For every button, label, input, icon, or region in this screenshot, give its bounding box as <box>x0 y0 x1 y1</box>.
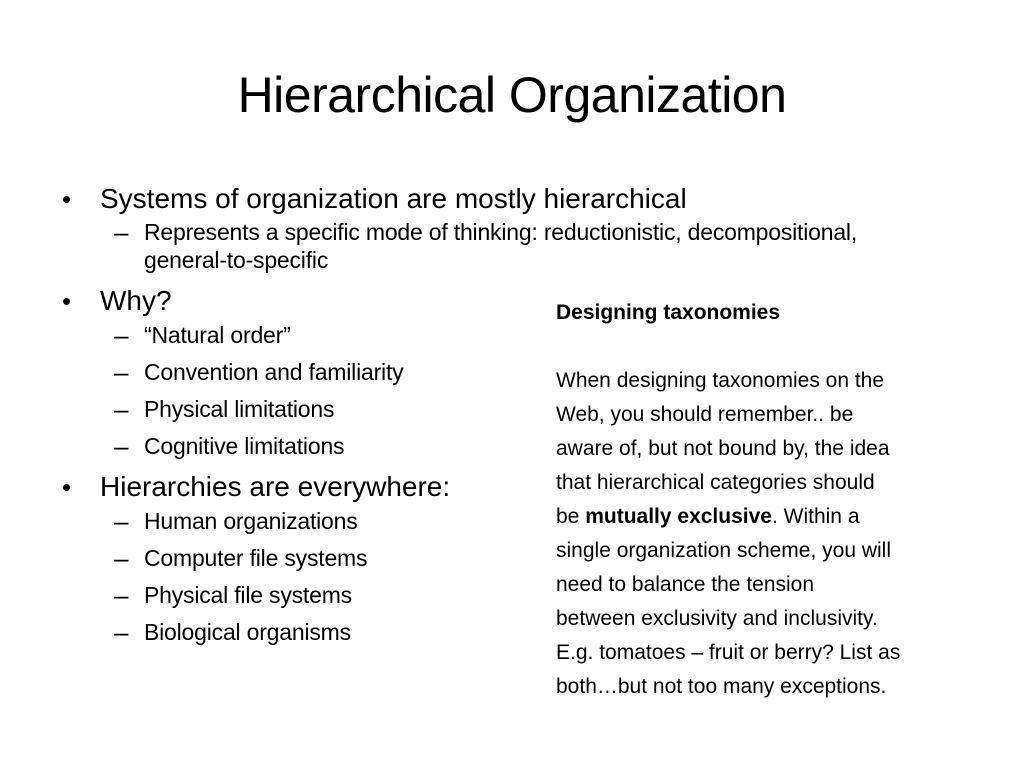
bullet-glyph: • <box>62 286 72 316</box>
dash-glyph: – <box>114 506 129 536</box>
note-line <box>556 500 996 534</box>
bullet-text: Systems of organization are mostly hierarchical <box>100 183 687 214</box>
sub-bullet-text: “Natural order” <box>144 322 291 348</box>
note-line: When designing taxonomies on the <box>556 369 885 392</box>
note-emphasis: mutually exclusive <box>585 505 772 528</box>
sub-bullet-text: Human organizations <box>144 508 358 534</box>
dash-glyph: – <box>114 320 129 350</box>
bullet-glyph: • <box>62 184 72 214</box>
sub-bullet-text: Cognitive limitations <box>144 433 345 459</box>
sidebar-note-body <box>556 364 996 704</box>
note-line: that hierarchical categories should <box>556 471 875 494</box>
note-emph-prefix: be <box>556 505 586 528</box>
sub-bullet-item <box>100 218 864 274</box>
sub-bullet-text: Represents a specific mode of thinking: reductionistic, decompositional, general-to-specific <box>144 219 858 273</box>
note-line: need to balance the tension <box>556 573 815 596</box>
bullet-glyph: • <box>62 472 72 502</box>
dash-glyph: – <box>114 543 129 573</box>
sub-bullet-text: Convention and familiarity <box>144 359 404 385</box>
sidebar-note-heading: Designing taxonomies <box>556 301 781 324</box>
dash-glyph: – <box>114 394 129 424</box>
note-line: single organization scheme, you will <box>556 539 892 562</box>
sidebar-note <box>556 296 996 704</box>
bullet-item <box>62 180 858 274</box>
note-line: between exclusivity and inclusivity. <box>556 607 878 630</box>
note-line: E.g. tomatoes – fruit or berry? List as <box>556 641 901 664</box>
dash-glyph: – <box>114 357 129 387</box>
dash-glyph: – <box>114 617 129 647</box>
note-line: both…but not too many exceptions. <box>556 675 887 698</box>
dash-glyph: – <box>114 431 129 461</box>
bullet-text: Hierarchies are everywhere: <box>100 471 451 502</box>
dash-glyph: – <box>114 580 129 610</box>
note-line: aware of, but not bound by, the idea <box>556 437 890 460</box>
note-line: Web, you should remember.. be <box>556 403 854 426</box>
sub-bullet-text: Computer file systems <box>144 545 368 571</box>
slide-title: Hierarchical Organization <box>237 67 787 123</box>
sub-bullet-text: Physical limitations <box>144 396 335 422</box>
sub-bullet-list <box>100 217 858 274</box>
note-emph-suffix: . Within a <box>771 505 860 528</box>
sub-bullet-text: Physical file systems <box>144 582 352 608</box>
sub-bullet-text: Biological organisms <box>144 619 351 645</box>
bullet-text: Why? <box>100 285 172 316</box>
dash-glyph: – <box>114 217 129 247</box>
